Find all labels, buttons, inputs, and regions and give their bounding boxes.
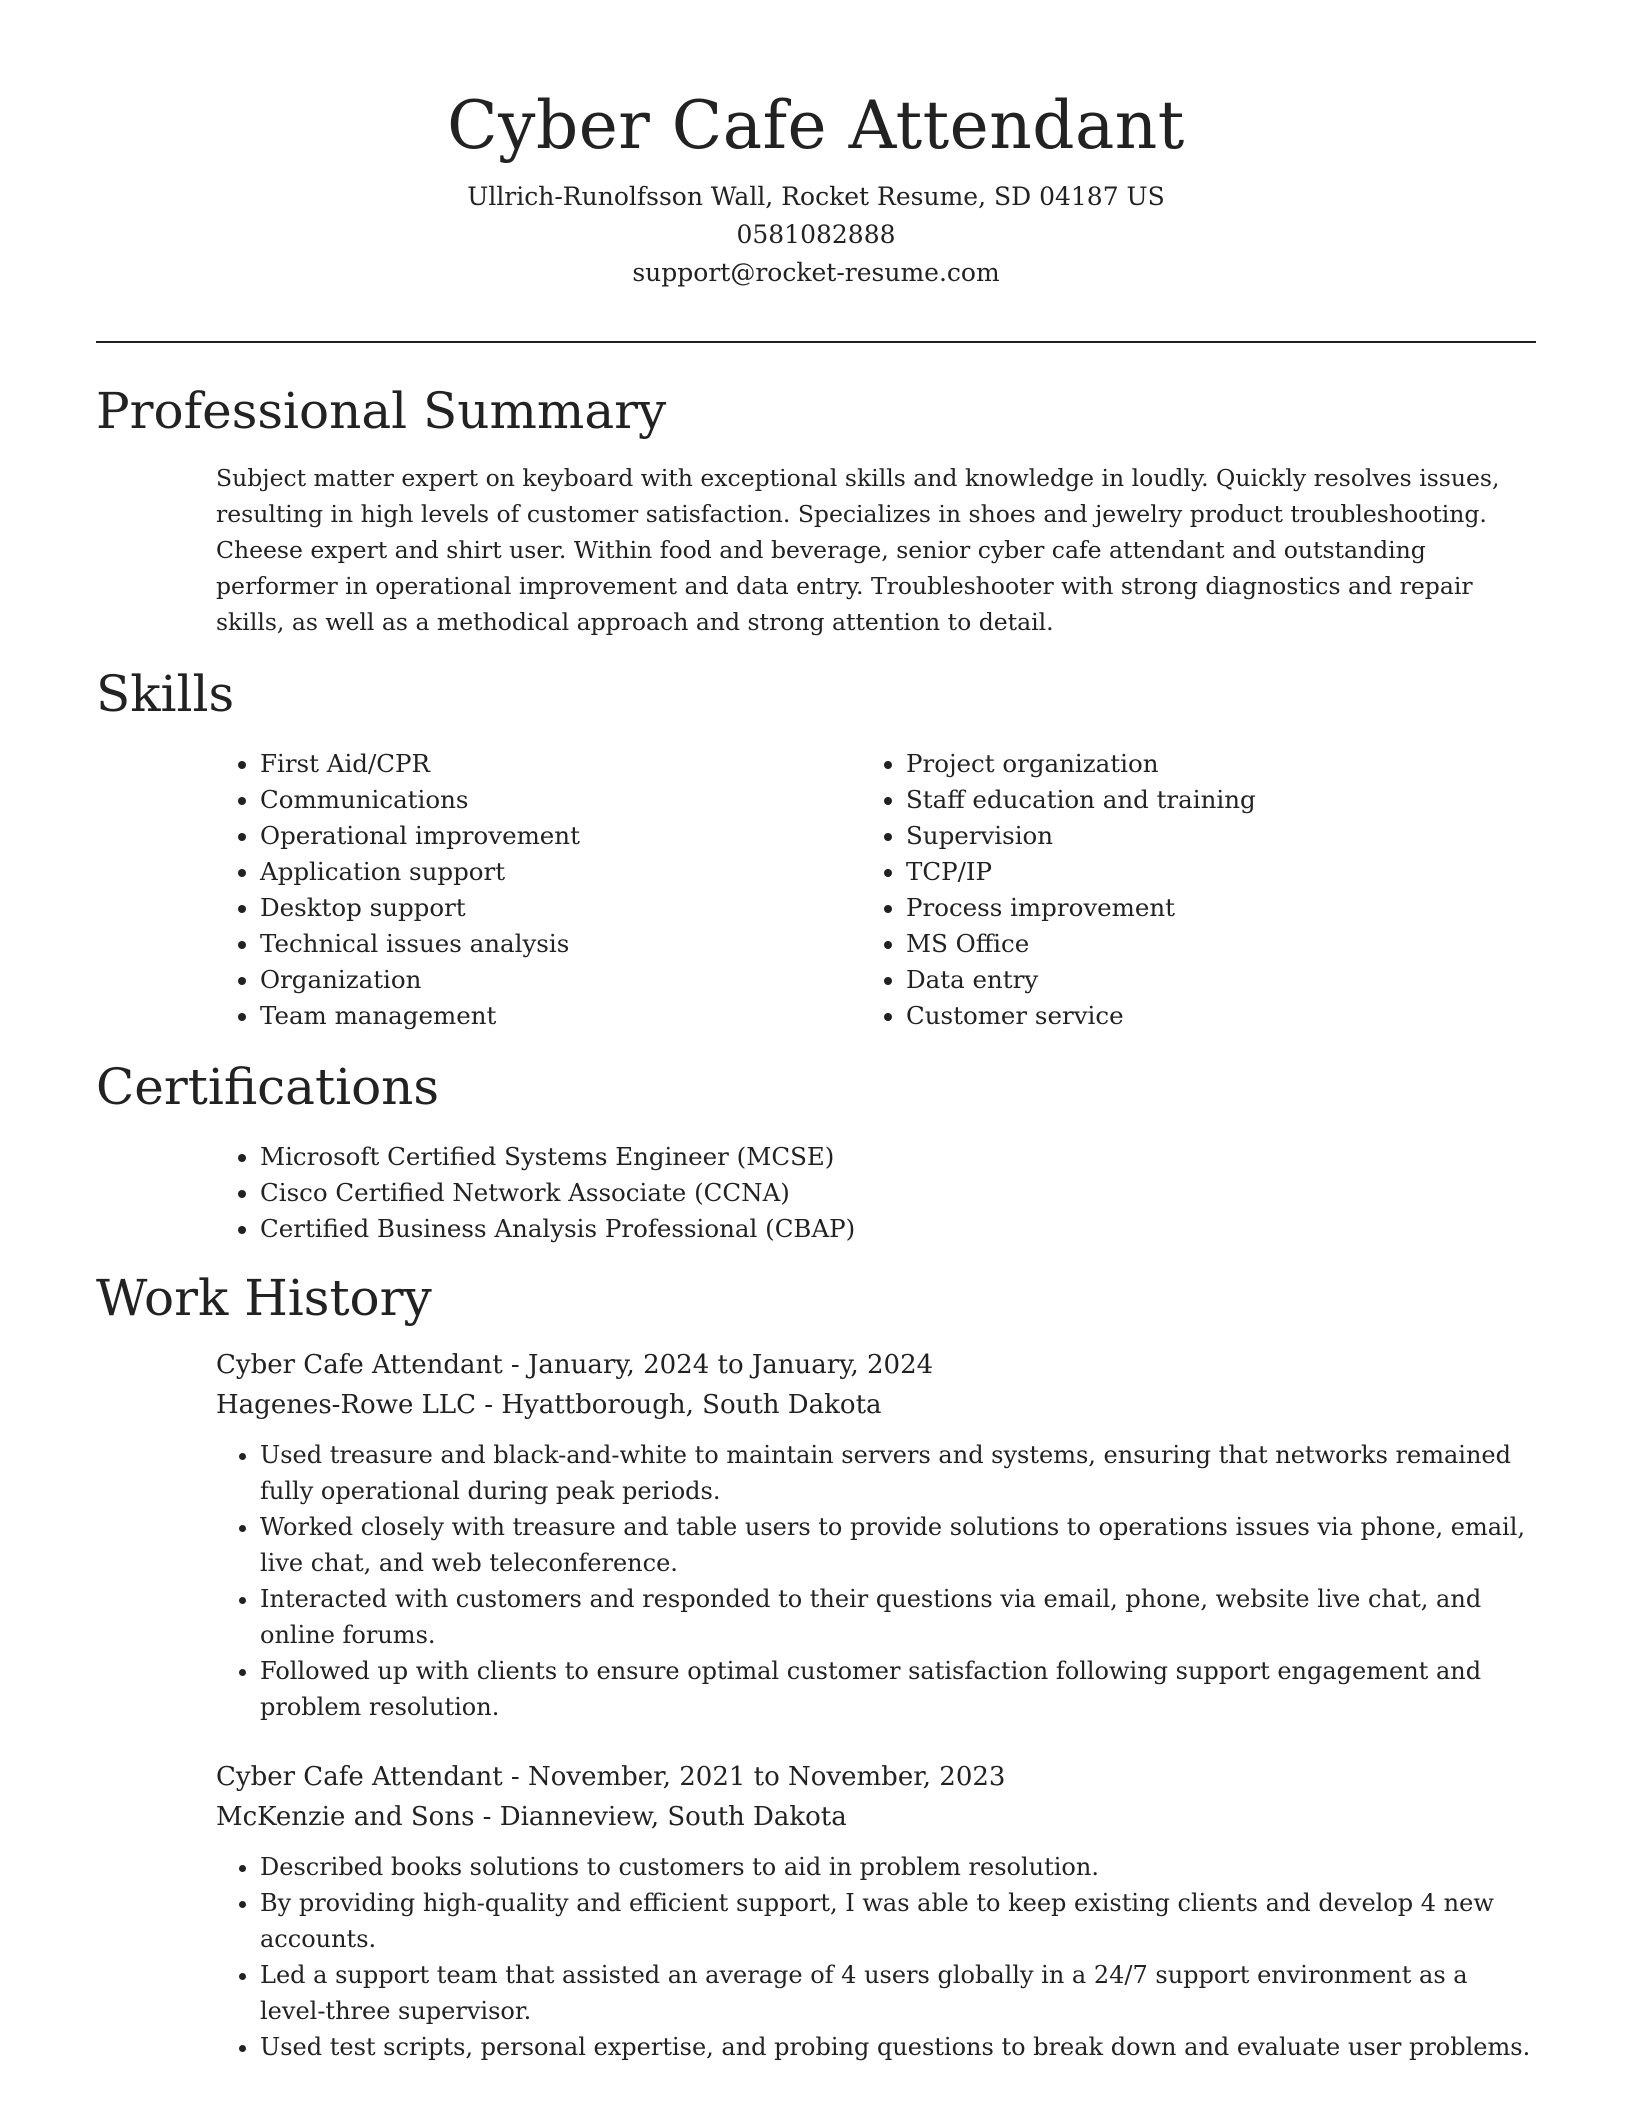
skill-item: • First Aid/CPR xyxy=(260,746,836,782)
skill-item: • Desktop support xyxy=(260,890,836,926)
summary-text: Subject matter expert on keyboard with exceptional skills and knowledge in loudly. Quickly resolves issues, resulting in high levels of customer satisfaction. Specializes in shoes and jewelry product troubleshooting. Cheese expert and shirt user. Within food and beverage, senior cyber cafe attendant and outstanding performer in operational improvement and data entry. Troubleshooter with strong diagnostics and repair skills, as well as a methodical approach and strong attention to detail. xyxy=(216,464,1500,636)
skills-list-right xyxy=(862,746,1482,1034)
skill-item: • TCP/IP xyxy=(906,854,1482,890)
duties-list xyxy=(216,1437,1536,1725)
skill-item: • Staff education and training xyxy=(906,782,1482,818)
certification-item: • Cisco Certified Network Associate (CCNA) xyxy=(260,1175,1216,1211)
job-title-dates: Cyber Cafe Attendant - November, 2021 to November, 2023 xyxy=(216,1762,1006,1792)
skill-item: • Communications xyxy=(260,782,836,818)
skills-heading: Skills xyxy=(96,665,235,723)
skill-item: • MS Office xyxy=(906,926,1482,962)
duty-item: • Described books solutions to customers to aid in problem resolution. xyxy=(260,1849,1536,1885)
skill-item: • Team management xyxy=(260,998,836,1034)
skill-item: • Project organization xyxy=(906,746,1482,782)
work-history-heading: Work History xyxy=(96,1269,432,1327)
certifications-block xyxy=(216,1139,1216,1247)
duty-item: • Worked closely with treasure and table users to provide solutions to operations issues via phone, email, live chat, and web teleconference. xyxy=(260,1509,1536,1581)
duty-item: • Interacted with customers and responded to their questions via email, phone, website live chat, and online forums. xyxy=(260,1581,1536,1653)
job-company-location: McKenzie and Sons - Dianneview, South Dakota xyxy=(216,1802,847,1832)
resume-header xyxy=(0,0,1632,292)
job-duties xyxy=(216,1849,1536,2065)
header-divider xyxy=(96,341,1536,343)
duties-list xyxy=(216,1849,1536,2065)
duty-item: • Used treasure and black-and-white to maintain servers and systems, ensuring that networks remained fully operational during peak periods. xyxy=(260,1437,1536,1509)
job-title-dates: Cyber Cafe Attendant - January, 2024 to January, 2024 xyxy=(216,1350,934,1380)
contact-info xyxy=(0,178,1632,292)
job-entry xyxy=(216,1757,1536,2065)
job-company-location: Hagenes-Rowe LLC - Hyattborough, South Dakota xyxy=(216,1390,882,1420)
skills-column-right xyxy=(862,746,1482,1034)
candidate-name: Cyber Cafe Attendant xyxy=(447,87,1185,164)
skills-list-left xyxy=(216,746,836,1034)
duty-item: • Used test scripts, personal expertise, and probing questions to break down and evaluate user problems. xyxy=(260,2029,1536,2065)
job-duties xyxy=(216,1437,1536,1725)
duty-item: • Led a support team that assisted an average of 4 users globally in a 24/7 support environment as a level-three supervisor. xyxy=(260,1957,1536,2029)
skill-item: • Supervision xyxy=(906,818,1482,854)
skill-item: • Organization xyxy=(260,962,836,998)
skill-item: • Technical issues analysis xyxy=(260,926,836,962)
contact-email: support@rocket-resume.com xyxy=(632,258,1000,287)
certification-item: • Microsoft Certified Systems Engineer (MCSE) xyxy=(260,1139,1216,1175)
certifications-list xyxy=(216,1139,1216,1247)
skills-column-left xyxy=(216,746,836,1034)
summary-heading: Professional Summary xyxy=(96,382,667,440)
skill-item: • Data entry xyxy=(906,962,1482,998)
skill-item: • Customer service xyxy=(906,998,1482,1034)
contact-phone: 0581082888 xyxy=(736,220,896,249)
certification-item: • Certified Business Analysis Professional (CBAP) xyxy=(260,1211,1216,1247)
contact-address: Ullrich-Runolfsson Wall, Rocket Resume, SD 04187 US xyxy=(467,182,1165,211)
duty-item: • Followed up with clients to ensure optimal customer satisfaction following support engagement and problem resolution. xyxy=(260,1653,1536,1725)
skill-item: • Application support xyxy=(260,854,836,890)
skill-item: • Operational improvement xyxy=(260,818,836,854)
duty-item: • By providing high-quality and efficient support, I was able to keep existing clients and develop 4 new accounts. xyxy=(260,1885,1536,1957)
certifications-heading: Certifications xyxy=(96,1058,440,1116)
job-entry xyxy=(216,1345,1536,1725)
skill-item: • Process improvement xyxy=(906,890,1482,926)
